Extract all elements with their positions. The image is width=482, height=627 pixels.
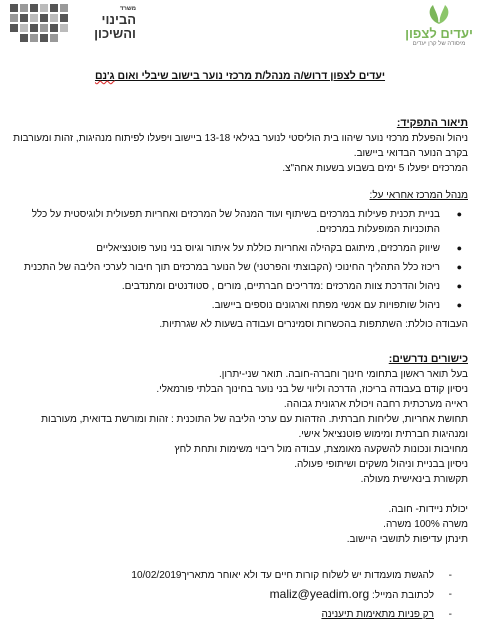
- dash-icon: -: [448, 609, 452, 620]
- title-text: יעדים לצפון דרוש/ה מנהל/ת מרכזי נוער בישוב שיבלי ואום: [114, 70, 386, 82]
- bullet-icon: ●: [456, 262, 462, 272]
- job-scope: [10, 517, 468, 532]
- dash-icon: -: [448, 589, 452, 600]
- dash-icon: -: [448, 570, 452, 581]
- job-scope-label: משרה: [439, 519, 468, 530]
- mobility-requirement: יכולת ניידות- חובה.: [388, 504, 468, 515]
- qualification-line: תחושת אחריות, שליחות חברתית. הזדהות עם ערכי הליבה של התוכנית : זהות ומורשת בדואית, מעורבות ומנהיגות חברתית ומימוש פוטנציאל אישי.: [41, 414, 468, 440]
- list-item: [10, 260, 468, 275]
- job-description-paragraph: ניהול והפעלת מרכזי נוער שיהוו בית הוליסטי לנוער בגילאי 13-18 ביישוב ויפעלו לפיתוח מנהיגות, זהות ומעורבות בקרב הנוער הבדואי ביישוב.: [13, 133, 468, 159]
- ministry-name-line1: משרד: [119, 6, 136, 12]
- submission-list: [10, 568, 468, 622]
- ministry-name-line2: הבינוי: [101, 12, 136, 27]
- list-item: [10, 279, 468, 294]
- submission-deadline-text: להגשת מועמדות יש לשלוח קורות חיים עד ולא יאוחר מתאריך: [181, 570, 434, 581]
- job-description-heading: תיאור התפקיד:: [396, 117, 468, 129]
- list-item: [10, 207, 468, 237]
- list-item-text: בניית תכנית פעילות במרכזים בשיתוף ועוד המנהל של המרכזים ואחריות תפעולית ולוגיסטית על כלל התוכניות המופעלות במרכזים.: [31, 209, 440, 235]
- submission-section: [10, 568, 468, 626]
- qualification-line: בעל תואר ראשון בתחומי חינוך וחברה-חובה. תואר שני-יתרון.: [219, 369, 468, 380]
- qualifications-section: [10, 352, 468, 547]
- list-item: [10, 298, 468, 313]
- list-item: [10, 568, 468, 583]
- list-item-text: שיווק המרכזים, מיתוגם בקהילה ואחריות כוללת על איתור וגיוס בני נוער פוטנציאליים: [96, 243, 440, 254]
- job-scope-suffix: משרה.: [383, 519, 415, 530]
- qualifications-heading: כישורים נדרשים:: [388, 353, 468, 365]
- bullet-icon: ●: [456, 281, 462, 291]
- list-item-text: ניהול והדרכת צוות המרכזים :מדריכים חברתיים, מורים , סטודנטים ומתנדבים.: [121, 281, 440, 292]
- qualification-line: תקשורת בינאישית מעולה.: [360, 474, 468, 485]
- yeadim-brand-sub: מיסודה של קרן יעדים: [412, 41, 466, 47]
- mosaic-logo-icon: [8, 2, 74, 48]
- leaf-logo-icon: [425, 2, 453, 26]
- manager-responsibilities-section: [10, 188, 468, 332]
- submission-deadline-date: 10/02/2019: [131, 570, 182, 581]
- job-scope-value: 100%: [414, 519, 440, 530]
- work-includes-note: העבודה כוללת: השתתפות בהכשרות וסמינרים ועבודה בשעות לא שגרתיות.: [159, 319, 468, 330]
- yeadim-brand-name: יעדים לצפון: [405, 26, 473, 41]
- yeadim-logo: [404, 2, 474, 54]
- bullet-icon: ●: [456, 243, 462, 253]
- relevant-applications-note: רק פניות מתאימות תיענינה: [321, 609, 434, 620]
- list-item: [10, 587, 468, 603]
- bullet-icon: ●: [456, 209, 462, 219]
- bullet-icon: ●: [456, 300, 462, 310]
- manager-heading: מנהל המרכז אחראי על:: [369, 190, 468, 201]
- title-misspelled-word: ג'נם: [94, 70, 115, 82]
- qualification-line: ניסיון קודם בעבודה בריכוז, הדרכה וליווי של בני נוער בחינוך הבלתי פורמאלי.: [156, 384, 468, 395]
- responsibilities-list: [10, 207, 468, 313]
- qualification-line: ניסיון בבניית וניהול משקים ושיתופי פעולה.: [294, 459, 468, 470]
- qualification-line: ראייה מערכתית רחבה ויכולת ארגונית גבוהה.: [283, 399, 468, 410]
- list-item: [10, 607, 468, 622]
- qualification-line: מחויבות ונכונות להשקעה מאומצת, עבודה מול ריבוי משימות ותחת לחץ: [174, 444, 468, 455]
- ministry-name-line3: והשיכון: [94, 26, 136, 41]
- email-address-link[interactable]: maliz@yeadim.org: [269, 587, 370, 601]
- list-item-text: ניהול שותפויות עם אנשי מפתח וארגונים נוספים ביישוב.: [211, 300, 440, 311]
- job-description-hours: המרכזים יפעלו 5 ימים בשבוע בשעות אחה"צ.: [282, 163, 468, 174]
- list-item: [10, 241, 468, 256]
- ministry-name: [80, 6, 136, 41]
- job-description-section: [10, 116, 468, 176]
- ministry-logo: [8, 2, 136, 50]
- priority-note: תינתן עדיפות לתושבי היישוב.: [346, 534, 468, 545]
- document-title: [12, 70, 468, 82]
- list-item-text: ריכוז כלל התהליך החינוכי (הקבוצתי והפרטני) של הנוער במרכזים תוך חיבור לערכי הליבה של התכנית: [23, 262, 440, 273]
- email-label: לכתובת המייל:: [369, 590, 434, 601]
